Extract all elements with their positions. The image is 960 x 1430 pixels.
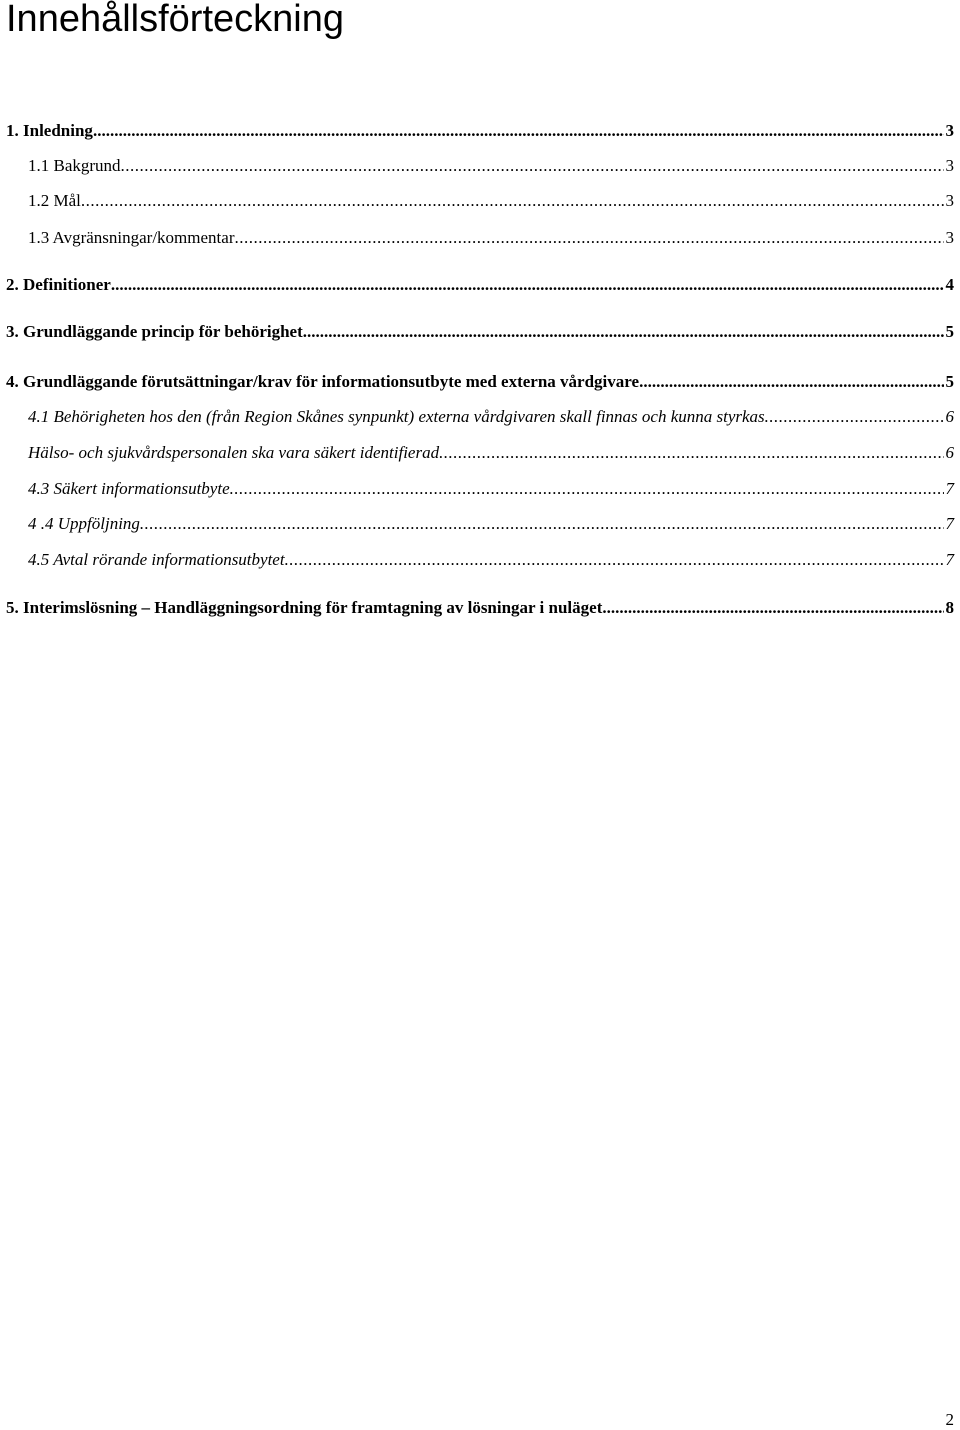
toc-dot-leader (140, 512, 944, 536)
toc-entry-page: 8 (945, 598, 954, 617)
toc-entry-inledning[interactable] (6, 119, 954, 143)
toc-entry-label: 4.3 Säkert informationsutbyte (28, 479, 230, 498)
toc-entry-label: 4 .4 Uppföljning (28, 514, 140, 533)
toc-dot-leader (81, 189, 944, 213)
toc-entry-avgransningar[interactable] (28, 226, 954, 250)
toc-entry-uppfoljning[interactable] (28, 512, 954, 536)
toc-entry-label: 4.5 Avtal rörande informationsutbytet (28, 550, 285, 569)
toc-entry-page: 3 (945, 156, 954, 175)
toc-entry-page: 4 (945, 275, 954, 294)
toc-entry-page: 7 (945, 550, 954, 569)
toc-entry-bakgrund[interactable] (28, 154, 954, 178)
toc-entry-label: 1.1 Bakgrund (28, 156, 121, 175)
toc-entry-page: 7 (945, 514, 954, 533)
toc-dot-leader (639, 370, 943, 394)
toc-entry-page: 3 (945, 121, 954, 140)
toc-entry-sakert-informationsutbyte[interactable] (28, 477, 954, 501)
toc-entry-page: 6 (945, 443, 954, 462)
toc-entry-grundlaggande-forutsattningar[interactable] (6, 370, 954, 394)
toc-entry-avtal[interactable] (28, 548, 954, 572)
toc-entry-page: 6 (945, 407, 954, 426)
toc-entry-page: 7 (945, 479, 954, 498)
toc-entry-page: 5 (945, 322, 954, 341)
toc-dot-leader (234, 226, 943, 250)
toc-entry-label: 4. Grundläggande förutsättningar/krav för informationsutbyte med externa vårdgivare (6, 372, 640, 391)
toc-entry-label: 4.1 Behörigheten hos den (från Region Skånes synpunkt) externa vårdgivaren skall finnas och kunna styrkas (28, 407, 765, 426)
toc-entry-page: 3 (945, 228, 954, 247)
toc-entry-label: 1. Inledning (6, 121, 93, 140)
toc-entry-label: 3. Grundläggande princip för behörighet (6, 322, 303, 341)
toc-entry-label: 1.2 Mål (28, 191, 81, 210)
toc-dot-leader (285, 548, 944, 572)
toc-entry-page: 5 (945, 372, 954, 391)
page-title: Innehållsförteckning (6, 0, 344, 40)
toc-dot-leader (230, 477, 944, 501)
toc-entry-label: 1.3 Avgränsningar/kommentar (28, 228, 235, 247)
toc-dot-leader (765, 405, 944, 429)
toc-entry-halso-och-sjukvard[interactable] (28, 441, 954, 465)
toc-dot-leader (439, 441, 943, 465)
toc-entry-behorigheten[interactable] (28, 405, 954, 429)
toc-entry-label: Hälso- och sjukvårdspersonalen ska vara säkert identifierad (28, 443, 440, 462)
toc-entry-interimslosning[interactable] (6, 596, 954, 620)
toc-entry-grundlaggande-princip[interactable] (6, 320, 954, 344)
toc-entry-definitioner[interactable] (6, 273, 954, 297)
toc-dot-leader (93, 119, 944, 143)
toc-dot-leader (121, 154, 944, 178)
toc-entry-label: 2. Definitioner (6, 275, 111, 294)
toc-dot-leader (303, 320, 944, 344)
page-number: 2 (945, 1410, 954, 1429)
toc-entry-page: 3 (945, 191, 954, 210)
toc-dot-leader (111, 273, 944, 297)
toc-entry-mal[interactable] (28, 189, 954, 213)
toc-dot-leader (602, 596, 943, 620)
toc-entry-label: 5. Interimslösning – Handläggningsordning för framtagning av lösningar i nuläget (6, 598, 603, 617)
